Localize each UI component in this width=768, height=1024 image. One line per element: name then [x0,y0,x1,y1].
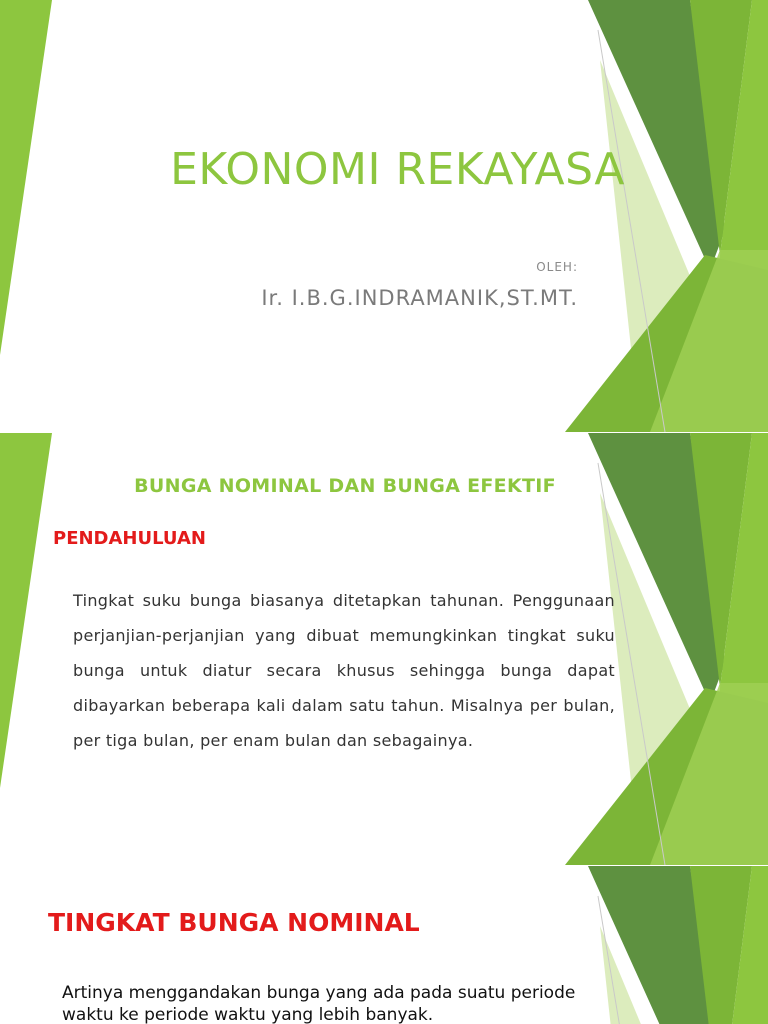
green-facet-decoration [0,0,768,432]
presentation-title: EKONOMI REKAYASA [170,144,625,195]
intro-slide [0,433,768,865]
slide-heading: BUNGA NOMINAL DAN BUNGA EFEKTIF [134,475,556,497]
title-slide [0,0,768,432]
body-paragraph: Artinya menggandakan bunga yang ada pada suatu periode waktu ke periode waktu yang lebih banyak. [62,983,576,1024]
nominal-rate-slide [0,866,768,1024]
body-paragraph: Tingkat suku bunga biasanya ditetapkan tahunan. Penggunaan perjanjian-perjanjian yang dibuat memungkinkan tingkat suku bunga untuk diatur secara khusus sehingga bunga dapat dibayarkan beberapa kali dalam satu tahun. Misalnya per bulan, per tiga bulan, per enam bulan dan sebagainya. [73,591,615,750]
left-green-shard [0,433,52,788]
section-subheading: PENDAHULUAN [53,528,206,549]
left-green-shard [0,0,52,355]
byline-label: OLEH: [536,260,578,274]
slide-heading: TINGKAT BUNGA NOMINAL [48,908,420,937]
author-name: Ir. I.B.G.INDRAMANIK,ST.MT. [261,286,578,310]
